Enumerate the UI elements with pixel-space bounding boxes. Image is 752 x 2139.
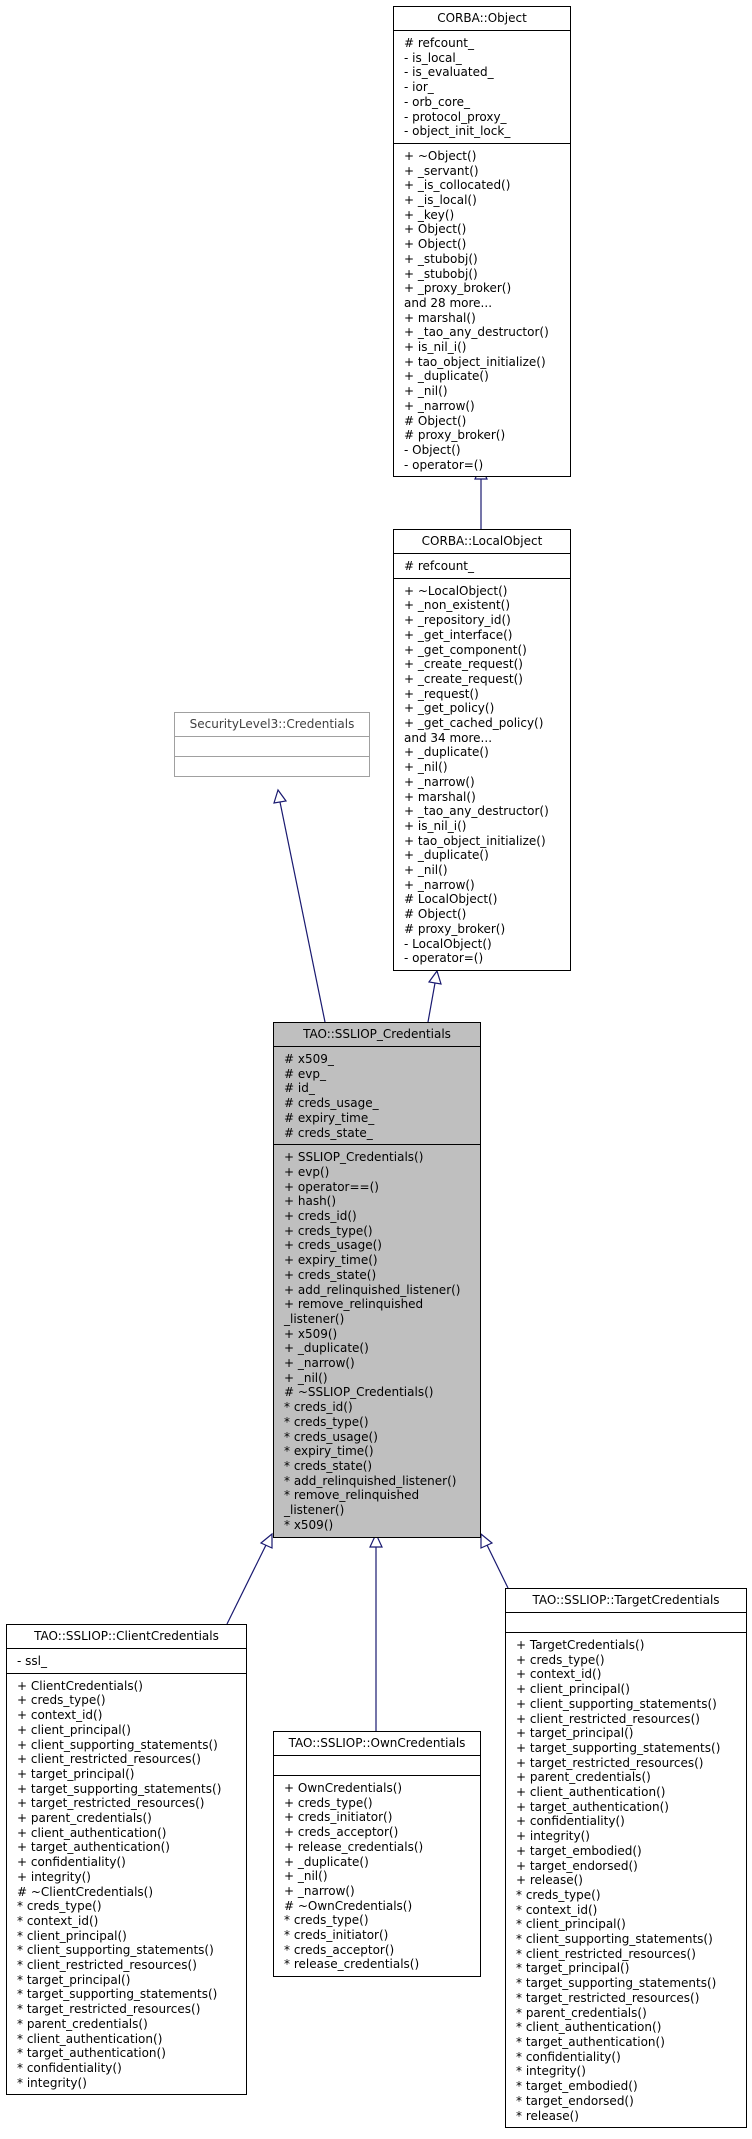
method-row: * creds_id() xyxy=(284,1400,353,1415)
method-row: * x509() xyxy=(284,1517,334,1532)
method-row: + ~LocalObject() xyxy=(404,583,508,598)
method-row: + confidentiality() xyxy=(17,1855,126,1870)
edge-target-to-ssliop-arrowhead xyxy=(481,1534,492,1548)
method-row: _listener() xyxy=(284,1503,345,1518)
class-name: CORBA::LocalObject xyxy=(421,534,543,548)
method-row: + _create_request() xyxy=(404,657,523,672)
method-row: + target_supporting_statements() xyxy=(17,1781,222,1796)
method-row: * client_authentication() xyxy=(516,2020,662,2035)
edge-client-to-ssliop xyxy=(227,1545,266,1624)
attributes-section xyxy=(175,736,369,756)
edge-ssliop-to-sl3credentials xyxy=(280,802,325,1022)
method-row: * client_supporting_statements() xyxy=(516,1932,713,1947)
method-row: * creds_type() xyxy=(284,1414,369,1429)
method-row: + target_authentication() xyxy=(516,1799,669,1814)
attributes-section xyxy=(506,1612,746,1632)
method-row: * target_supporting_statements() xyxy=(17,1987,218,2002)
method-row: + _narrow() xyxy=(404,774,475,789)
method-row: * creds_type() xyxy=(17,1899,102,1914)
attribute-row: # creds_usage_ xyxy=(284,1096,379,1111)
attributes-section xyxy=(7,1648,246,1673)
method-row: * integrity() xyxy=(17,2075,87,2090)
method-row: + hash() xyxy=(284,1194,337,1209)
method-row: * target_restricted_resources() xyxy=(516,1990,700,2005)
method-row: + remove_relinquished xyxy=(284,1297,424,1312)
method-row: + SSLIOP_Credentials() xyxy=(284,1150,424,1165)
method-row: * target_endorsed() xyxy=(516,2093,634,2108)
method-row: + confidentiality() xyxy=(516,1814,625,1829)
method-row: + _narrow() xyxy=(404,398,475,413)
method-row: + marshal() xyxy=(404,310,476,325)
method-row: + creds_type() xyxy=(516,1652,605,1667)
method-row: * creds_type() xyxy=(516,1887,601,1902)
methods-section xyxy=(506,1632,746,2127)
method-row: * client_authentication() xyxy=(17,2031,163,2046)
class-ssliop-targetcredentials[interactable] xyxy=(505,1588,747,2128)
attribute-row: - object_init_lock_ xyxy=(404,124,511,139)
method-row: + _narrow() xyxy=(284,1883,355,1898)
method-row: + ~Object() xyxy=(404,148,477,163)
method-row: # proxy_broker() xyxy=(404,921,506,936)
method-row: + parent_credentials() xyxy=(17,1811,152,1826)
method-row: + _stubobj() xyxy=(404,266,478,281)
method-row: # Object() xyxy=(404,413,467,428)
method-row: + _stubobj() xyxy=(404,251,478,266)
method-row: + _nil() xyxy=(404,760,448,775)
attribute-row: # creds_state_ xyxy=(284,1125,373,1140)
method-row: + _duplicate() xyxy=(404,745,489,760)
method-row: - Object() xyxy=(404,442,461,457)
class-ssliop-owncredentials[interactable] xyxy=(273,1731,481,1977)
methods-section xyxy=(394,578,570,970)
attribute-row: # x509_ xyxy=(284,1052,334,1066)
method-row: * creds_type() xyxy=(284,1913,369,1928)
method-row: + client_restricted_resources() xyxy=(516,1711,700,1726)
method-row: * target_principal() xyxy=(17,1972,131,1987)
method-row: + _servant() xyxy=(404,163,479,178)
method-row: + target_endorsed() xyxy=(516,1858,638,1873)
method-row: + release_credentials() xyxy=(284,1839,424,1854)
method-row: + creds_type() xyxy=(17,1693,106,1708)
attributes-section xyxy=(394,553,570,578)
method-row: * client_restricted_resources() xyxy=(516,1946,696,1961)
edge-client-to-ssliop-arrowhead xyxy=(261,1534,272,1548)
method-row: + add_relinquished_listener() xyxy=(284,1282,461,1297)
method-row: - operator=() xyxy=(404,457,484,472)
method-row: # ~SSLIOP_Credentials() xyxy=(284,1385,434,1400)
class-name: TAO::SSLIOP_Credentials xyxy=(303,1027,451,1041)
method-row: * creds_usage() xyxy=(284,1429,378,1444)
class-corba-localobject[interactable] xyxy=(393,529,571,971)
method-row: * target_embodied() xyxy=(516,2079,638,2094)
method-row: + creds_initiator() xyxy=(284,1810,393,1825)
method-row: * target_authentication() xyxy=(17,2046,166,2061)
method-row: + operator==() xyxy=(284,1179,379,1194)
method-row: + creds_id() xyxy=(284,1209,357,1224)
attribute-row: - is_local_ xyxy=(404,50,462,65)
method-row: * context_id() xyxy=(516,1902,598,1917)
method-row: + _duplicate() xyxy=(284,1341,369,1356)
method-row: + marshal() xyxy=(404,789,476,804)
class-name: TAO::SSLIOP::ClientCredentials xyxy=(34,1629,219,1643)
method-row: + target_principal() xyxy=(516,1726,634,1741)
method-row: + _get_policy() xyxy=(404,701,495,716)
edge-ssliop-to-sl3credentials-arrowhead xyxy=(274,790,286,803)
method-row: + _key() xyxy=(404,207,455,222)
method-row: + Object() xyxy=(404,222,467,237)
method-row: * release_credentials() xyxy=(284,1957,420,1972)
method-row: + _tao_any_destructor() xyxy=(404,804,549,819)
method-row: + _narrow() xyxy=(404,877,475,892)
method-row: * expiry_time() xyxy=(284,1444,374,1459)
attribute-row: - orb_core_ xyxy=(404,94,471,109)
method-row: - LocalObject() xyxy=(404,936,492,951)
attribute-row: - is_evaluated_ xyxy=(404,65,494,80)
methods-section xyxy=(175,756,369,776)
method-row: + target_restricted_resources() xyxy=(516,1755,704,1770)
method-row: * target_restricted_resources() xyxy=(17,2002,201,2017)
method-row: + target_principal() xyxy=(17,1766,135,1781)
method-row: + _nil() xyxy=(284,1869,328,1884)
method-row: and 34 more... xyxy=(404,730,493,745)
method-row: + target_supporting_statements() xyxy=(516,1740,721,1755)
attribute-row: - ior_ xyxy=(404,80,434,95)
method-row: + client_supporting_statements() xyxy=(17,1737,218,1752)
method-row: * add_relinquished_listener() xyxy=(284,1473,457,1488)
method-row: + target_embodied() xyxy=(516,1843,642,1858)
method-row: + creds_type() xyxy=(284,1795,373,1810)
class-ssliop-clientcredentials[interactable] xyxy=(6,1624,247,2095)
method-row: * creds_acceptor() xyxy=(284,1942,395,1957)
attributes-section xyxy=(274,1755,480,1775)
attributes-section xyxy=(394,30,570,143)
method-row: + ClientCredentials() xyxy=(17,1678,143,1693)
method-row: # ~OwnCredentials() xyxy=(284,1898,413,1913)
method-row: + expiry_time() xyxy=(284,1253,378,1268)
edge-ssliop-to-localobject xyxy=(428,983,435,1022)
method-row: + client_authentication() xyxy=(516,1785,666,1800)
method-row: + _is_local() xyxy=(404,193,477,208)
method-row: + integrity() xyxy=(17,1869,91,1884)
attribute-row: - ssl_ xyxy=(17,1654,47,1668)
attribute-row: - protocol_proxy_ xyxy=(404,109,507,124)
edge-target-to-ssliop xyxy=(487,1545,508,1588)
method-row: + parent_credentials() xyxy=(516,1770,651,1785)
attributes-section xyxy=(274,1046,480,1144)
attribute-row: # id_ xyxy=(284,1081,315,1096)
method-row: * client_supporting_statements() xyxy=(17,1943,214,1958)
method-row: + target_restricted_resources() xyxy=(17,1796,205,1811)
method-row: + _nil() xyxy=(284,1370,328,1385)
method-row: + _repository_id() xyxy=(404,613,511,628)
attribute-row: # refcount_ xyxy=(404,36,475,50)
method-row: # ~ClientCredentials() xyxy=(17,1884,154,1899)
method-row: * client_principal() xyxy=(17,1928,127,1943)
method-row: + Object() xyxy=(404,237,467,252)
method-row: + evp() xyxy=(284,1164,330,1179)
method-row: * creds_initiator() xyxy=(284,1928,389,1943)
method-row: + context_id() xyxy=(17,1708,103,1723)
method-row: * integrity() xyxy=(516,2064,586,2079)
method-row: + target_authentication() xyxy=(17,1840,170,1855)
method-row: + _get_cached_policy() xyxy=(404,716,544,731)
method-row: + client_restricted_resources() xyxy=(17,1752,201,1767)
method-row: + is_nil_i() xyxy=(404,340,467,355)
class-corba-object[interactable] xyxy=(393,6,571,477)
method-row: + TargetCredentials() xyxy=(516,1638,645,1652)
method-row: + x509() xyxy=(284,1326,338,1341)
method-row: + _tao_any_destructor() xyxy=(404,325,549,340)
method-row: and 28 more... xyxy=(404,295,493,310)
methods-section xyxy=(7,1673,246,2095)
method-row: + _create_request() xyxy=(404,671,523,686)
method-row: + _duplicate() xyxy=(404,369,489,384)
class-name: CORBA::Object xyxy=(437,11,527,25)
method-row: # Object() xyxy=(404,907,467,922)
method-row: + client_principal() xyxy=(516,1682,630,1697)
method-row: + integrity() xyxy=(516,1829,590,1844)
method-row: + context_id() xyxy=(516,1667,602,1682)
method-row: + _narrow() xyxy=(284,1356,355,1371)
method-row: * creds_state() xyxy=(284,1458,373,1473)
class-name: SecurityLevel3::Credentials xyxy=(189,717,355,731)
method-row: * target_principal() xyxy=(516,1961,630,1976)
attribute-row: # expiry_time_ xyxy=(284,1110,375,1125)
method-row: + is_nil_i() xyxy=(404,818,467,833)
method-row: # proxy_broker() xyxy=(404,428,506,443)
method-row: # LocalObject() xyxy=(404,892,498,907)
method-row: * remove_relinquished xyxy=(284,1488,420,1503)
method-row: * parent_credentials() xyxy=(516,2005,647,2020)
method-row: * parent_credentials() xyxy=(17,2016,148,2031)
attribute-row: # evp_ xyxy=(284,1066,326,1081)
methods-section xyxy=(274,1144,480,1536)
class-ssliop-credentials[interactable] xyxy=(273,1022,481,1538)
method-row: + creds_type() xyxy=(284,1223,373,1238)
method-row: + _nil() xyxy=(404,384,448,399)
method-row: + OwnCredentials() xyxy=(284,1781,403,1795)
class-securitylevel3-credentials[interactable] xyxy=(174,712,370,777)
method-row: + tao_object_initialize() xyxy=(404,833,546,848)
method-row: * client_principal() xyxy=(516,1917,626,1932)
method-row: + _non_existent() xyxy=(404,598,511,613)
method-row: + client_supporting_statements() xyxy=(516,1696,717,1711)
method-row: + _proxy_broker() xyxy=(404,281,512,296)
method-row: * client_restricted_resources() xyxy=(17,1958,197,1973)
method-row: + _nil() xyxy=(404,863,448,878)
methods-section xyxy=(394,143,570,476)
method-row: + creds_usage() xyxy=(284,1238,382,1253)
method-row: * target_supporting_statements() xyxy=(516,1976,717,1991)
method-row: _listener() xyxy=(284,1311,345,1326)
method-row: + creds_acceptor() xyxy=(284,1825,399,1840)
method-row: * confidentiality() xyxy=(17,2060,122,2075)
method-row: + _duplicate() xyxy=(404,848,489,863)
method-row: + _is_collocated() xyxy=(404,178,511,193)
method-row: + creds_state() xyxy=(284,1267,377,1282)
method-row: + _get_component() xyxy=(404,642,527,657)
method-row: + tao_object_initialize() xyxy=(404,354,546,369)
method-row: + release() xyxy=(516,1873,583,1888)
method-row: + client_authentication() xyxy=(17,1825,167,1840)
edge-ssliop-to-localobject-arrowhead xyxy=(429,971,441,984)
method-row: * context_id() xyxy=(17,1913,99,1928)
method-row: * confidentiality() xyxy=(516,2049,621,2064)
class-name: TAO::SSLIOP::TargetCredentials xyxy=(532,1593,720,1607)
method-row: * target_authentication() xyxy=(516,2034,665,2049)
method-row: + client_principal() xyxy=(17,1722,131,1737)
methods-section xyxy=(274,1775,480,1976)
attribute-row: # refcount_ xyxy=(404,559,475,573)
method-row: + _request() xyxy=(404,686,479,701)
method-row: - operator=() xyxy=(404,951,484,966)
method-row: * release() xyxy=(516,2108,579,2123)
class-name: TAO::SSLIOP::OwnCredentials xyxy=(288,1736,466,1750)
method-row: + _duplicate() xyxy=(284,1854,369,1869)
method-row: + _get_interface() xyxy=(404,627,513,642)
